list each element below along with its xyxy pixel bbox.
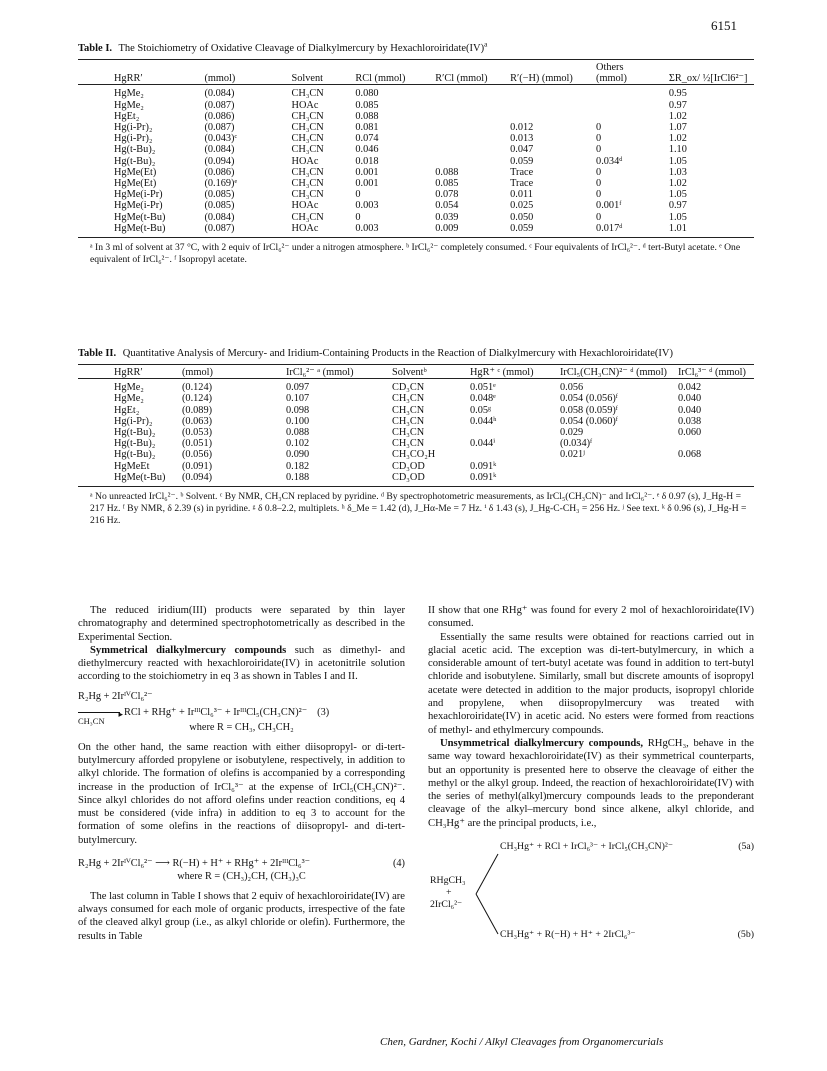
- table1-cell: 0.078: [435, 189, 459, 201]
- running-footer: Chen, Gardner, Kochi / Alkyl Cleavages from Organomercurials: [380, 1036, 664, 1048]
- table2-cell: 0.021ʲ: [560, 449, 585, 461]
- table1-cell: 1.05: [668, 155, 687, 167]
- table1-cell: 0.080: [355, 88, 379, 100]
- table1-cell: (0.085): [204, 189, 235, 201]
- table1-cell: 0: [355, 189, 361, 201]
- table2-row: [78, 382, 754, 393]
- table1-cell: HgMe₂: [114, 88, 144, 100]
- eq3-products-row: [78, 706, 405, 727]
- table1-cell: 0: [596, 189, 602, 201]
- table2-cell: [464, 449, 554, 460]
- table1-row: [78, 144, 754, 155]
- table-2-grid: [78, 367, 754, 483]
- table-2-header: Solventᵇ: [392, 367, 427, 378]
- table1-cell: [419, 100, 498, 111]
- table2-row: [78, 472, 754, 483]
- eq3-where: where R = CH₃, CH₃CH₂: [189, 722, 294, 734]
- table2-cell: [674, 472, 754, 483]
- table2-cell: (0.124): [182, 382, 213, 394]
- eq5b-number: (5b): [737, 929, 754, 941]
- equation-4: [78, 857, 405, 884]
- table2-cell: 0.188: [286, 471, 310, 483]
- table1-cell: [419, 156, 498, 167]
- table2-cell: 0.091ᵏ: [470, 471, 497, 483]
- table2-cell: CH₃CN: [392, 438, 425, 450]
- table-1-header: ΣR_ox/ ½[IrCl6²⁻]: [668, 73, 748, 85]
- eq3-products: RCl + RHg⁺ + IrᴵᴵᴵCl₆³⁻ + IrᴵᴵᴵCl₅(CH₃CN)²⁻: [124, 707, 308, 719]
- table1-cell: HgEt₂: [114, 110, 140, 122]
- eq5a-number: (5a): [738, 841, 754, 853]
- table-1-header: R′(−H) (mmol): [510, 73, 573, 85]
- table2-row: [78, 461, 754, 472]
- table1-row: [78, 88, 754, 99]
- table2-cell: 0.044ⁱ: [470, 438, 496, 450]
- table1-cell: [498, 88, 582, 99]
- table1-cell: (0.087): [204, 99, 235, 111]
- table1-cell: 0: [596, 211, 602, 223]
- table-2-header: (mmol): [182, 367, 213, 378]
- equation-5: [428, 840, 754, 958]
- table1-cell: 0.039: [435, 211, 459, 223]
- bold-run-in: Symmetrical dialkylmercury compounds: [90, 644, 287, 656]
- table2-cell: CH₃CN: [392, 404, 425, 416]
- eq5a-expression: CH₃Hg⁺ + RCl + IrCl₆³⁻ + IrCl₅(CH₃CN)²⁻: [500, 841, 674, 853]
- table1-row: [78, 212, 754, 223]
- table1-cell: 0.046: [355, 144, 379, 156]
- table-1-grid: [78, 62, 754, 234]
- table1-cell: 0.001: [355, 178, 379, 190]
- table1-cell: [582, 88, 653, 99]
- eq4-expression: R₂Hg + 2IrᴵⱽCl₆²⁻ ⟶ R(−H) + H⁺ + RHg⁺ + 2IrᴵᴵᴵCl₆³⁻: [78, 858, 311, 870]
- table1-cell: 0.97: [668, 200, 687, 212]
- table1-cell: 0.001: [355, 166, 379, 178]
- table1-cell: CH₃CN: [291, 211, 324, 223]
- paragraph: Essentially the same results were obtained for reactions carried out in glacial acetic acid. The exception was di-tert-butylmercury, in which a considerable amount of tert-butyl acetate was found in addition to tert-butyl chloride and isobutylene. Similarly, small but discrete amounts of isopropyl acetate were detected in addition to the major products, isopropyl chloride and propylene, when diisopropylmercury was treated with hexachloroiridate(IV) in acetic acid. No esters were formed from reactions of methyl- and ethylmercury compounds.: [428, 631, 754, 736]
- table2-cell: Hg(t-Bu)₂: [114, 449, 156, 461]
- table1-cell: 1.03: [668, 166, 687, 178]
- bold-run-in: Unsymmetrical dialkylmercury compounds,: [440, 737, 644, 749]
- table2-cell: CH₃CO₂H: [392, 449, 436, 461]
- table2-cell: 0.056: [560, 382, 584, 394]
- eq3-solvent: CH₃CN: [78, 716, 105, 727]
- table2-cell: (0.094): [182, 471, 213, 483]
- table1-cell: HgMe₂: [114, 99, 144, 111]
- paragraph: II show that one RHg⁺ was found for every 2 mol of hexachloroiridate(IV) consumed.: [428, 605, 754, 630]
- eq5-plus: +: [446, 887, 452, 899]
- table1-cell: HOAc: [291, 222, 319, 234]
- table2-cell: CH₃CN: [392, 427, 425, 439]
- table1-cell: 0.017ᵈ: [596, 222, 623, 234]
- paragraph: [78, 644, 405, 684]
- table2-cell: HgMeEt: [114, 460, 150, 472]
- table2-cell: (0.091): [182, 460, 213, 472]
- eq5-reactant-2: 2IrCl₆²⁻: [430, 899, 463, 911]
- paragraph-text: such as dimethyl- and diethylmercury reacted with hexachloroiridate(IV) in acetonitrile solution according to the stoichiometry in eq 3 as shown in Tables I and II.: [78, 644, 405, 683]
- table-1: [78, 39, 754, 266]
- table2-cell: HgMe(t-Bu): [114, 471, 166, 483]
- table-2-label: Table II.: [78, 348, 117, 359]
- table1-cell: 0.085: [355, 99, 379, 111]
- table1-cell: 0: [596, 122, 602, 134]
- table1-row: [78, 156, 754, 167]
- table1-row: [78, 189, 754, 200]
- table2-cell: 0.040: [678, 393, 702, 405]
- table2-cell: 0.107: [286, 393, 310, 405]
- table2-cell: (0.051): [182, 438, 213, 450]
- table1-cell: CH₃CN: [291, 110, 324, 122]
- table2-cell: CD₃OD: [392, 471, 425, 483]
- table-1-footnote: ᵃ In 3 ml of solvent at 37 °C, with 2 equiv of IrCl₆²⁻ under a nitrogen atmosphere. ᵇ IrCl₆²⁻ completely consumed. ᶜ Four equivalents of IrCl₆²⁻. ᵈ tert-Butyl acetate. ᵉ One equivalent of IrCl₆²⁻. ᶠ Isopropyl acetate.: [90, 242, 741, 266]
- table2-cell: CH₃CN: [392, 393, 425, 405]
- table1-cell: Hg(i-Pr)₂: [114, 122, 153, 134]
- table1-cell: [419, 111, 498, 122]
- table2-cell: 0.091ᵏ: [470, 460, 497, 472]
- table1-cell: 1.02: [668, 133, 687, 145]
- table1-cell: 0.088: [435, 166, 459, 178]
- table2-cell: 0.054 (0.056)ᶠ: [560, 393, 618, 405]
- page-number: 6151: [711, 18, 737, 33]
- table1-cell: 0: [596, 166, 602, 178]
- table2-cell: [554, 461, 674, 472]
- table1-cell: [498, 111, 582, 122]
- table1-cell: HgMe(Et): [114, 166, 157, 178]
- table1-cell: (0.094): [204, 155, 235, 167]
- table-1-header: Solvent: [291, 73, 323, 85]
- table1-cell: HgMe(i-Pr): [114, 189, 163, 201]
- table1-cell: 0.034ᵈ: [596, 155, 623, 167]
- table2-cell: 0.068: [678, 449, 702, 461]
- table1-cell: 0: [596, 178, 602, 190]
- table2-row: [78, 427, 754, 438]
- table1-cell: (0.087): [204, 122, 235, 134]
- table2-row: [78, 416, 754, 427]
- table1-cell: (0.085): [204, 200, 235, 212]
- table-1-header: RCl (mmol): [355, 73, 406, 85]
- table1-cell: 0.001ᶠ: [596, 200, 622, 212]
- table1-cell: 0.059: [510, 222, 534, 234]
- paragraph: [428, 737, 754, 830]
- paragraph: The last column in Table I shows that 2 equiv of hexachloroiridate(IV) are always consumed for each mole of organic products, irrespective of the fate of the cleaved alkyl group (i.e., as alkyl chloride or olefin). Furthermore, the results in Table: [78, 890, 406, 942]
- eq5-reactant-1: RHgCH₃: [430, 875, 466, 887]
- table1-cell: 0.003: [355, 222, 379, 234]
- eq4-number: (4): [392, 858, 405, 870]
- table1-cell: (0.043)ᶜ: [204, 133, 238, 145]
- table2-cell: 0.090: [286, 449, 310, 461]
- table1-cell: CH₃CN: [291, 178, 324, 190]
- table1-row: [78, 133, 754, 144]
- table1-cell: Trace: [510, 178, 534, 190]
- table1-cell: (0.084): [204, 211, 235, 223]
- eq4-row: [78, 857, 405, 870]
- table1-cell: 0: [355, 211, 361, 223]
- table-2-header: IrCl₆²⁻ ᵃ (mmol): [286, 367, 354, 378]
- branch-arrows-icon: [472, 848, 502, 940]
- table1-cell: 1.05: [668, 189, 687, 201]
- table1-cell: 0.081: [355, 122, 379, 134]
- table2-cell: 0.097: [286, 382, 310, 394]
- table2-cell: 0.029: [560, 427, 584, 439]
- table2-cell: (0.089): [182, 404, 213, 416]
- table-1-header: R′Cl (mmol): [435, 73, 488, 85]
- table1-cell: 0.97: [668, 99, 687, 111]
- table2-cell: [674, 438, 754, 449]
- table1-cell: HgMe(t-Bu): [114, 222, 166, 234]
- table-1-label: Table I.: [78, 43, 113, 54]
- table1-cell: (0.087): [204, 222, 235, 234]
- table2-cell: (0.034)ᶠ: [560, 438, 593, 450]
- table-2-header: IrCl₆³⁻ ᵈ (mmol): [678, 367, 746, 378]
- eq5b-expression: CH₃Hg⁺ + R(−H) + H⁺ + 2IrCl₆³⁻: [500, 929, 636, 941]
- table2-cell: 0.098: [286, 404, 310, 416]
- table-2-title: Quantitative Analysis of Mercury- and Iridium-Containing Products in the Reaction of Dialkylmercury with Hexachloroiridate(IV): [122, 348, 673, 359]
- table2-cell: HgEt₂: [114, 404, 140, 416]
- table1-row: [78, 223, 754, 234]
- table1-cell: 0.047: [510, 144, 534, 156]
- table-1-title-mark: a: [484, 39, 488, 49]
- table1-cell: Trace: [510, 166, 534, 178]
- eq4-where: where R = (CH₃)₂CH, (CH₃)₃C: [177, 871, 306, 883]
- table2-cell: 0.088: [286, 427, 310, 439]
- table2-cell: CD₃OD: [392, 460, 425, 472]
- table1-cell: CH₃CN: [291, 133, 324, 145]
- table1-cell: [582, 100, 653, 111]
- table1-cell: HOAc: [291, 155, 319, 167]
- table1-cell: 1.10: [668, 144, 687, 156]
- table2-row: [78, 393, 754, 404]
- table-1-caption: [78, 39, 754, 55]
- table1-cell: (0.086): [204, 110, 235, 122]
- table2-cell: 0.182: [286, 460, 310, 472]
- table1-cell: 1.01: [668, 222, 687, 234]
- table1-cell: 0.088: [355, 110, 379, 122]
- table1-cell: 0.013: [510, 133, 534, 145]
- table1-cell: 0.018: [355, 155, 379, 167]
- table1-cell: HOAc: [291, 200, 319, 212]
- table-2-header: HgR⁺ ᶜ (mmol): [470, 367, 534, 378]
- table1-cell: 0.054: [435, 200, 459, 212]
- equation-3: [78, 690, 405, 735]
- table2-cell: (0.056): [182, 449, 213, 461]
- table1-cell: 0.012: [510, 122, 534, 134]
- table-2-footnote: ᵃ No unreacted IrCl₆²⁻. ᵇ Solvent. ᶜ By NMR, CH₃CN replaced by pyridine. ᵈ By spectrophotometric measurements, as IrCl₅(CH₃CN)⁻ and IrCl₆²⁻. ᵉ δ 0.97 (s), J_Hg-H = 217 Hz. ᶠ By NMR, δ 2.39 (s) in pyridine. ᵍ δ 0.8–2.2, multiplets. ʰ δ_Me = 1.42 (d), J_Hα-Me = 7 Hz. ⁱ δ 1.43 (s), J_Hg-C-CH₃ = 256 Hz. ʲ See text. ᵏ δ 0.96 (s), J_Hg-H = 216 Hz.: [90, 491, 747, 527]
- table2-cell: 0.040: [678, 404, 702, 416]
- table2-cell: [554, 472, 674, 483]
- table2-row: [78, 449, 754, 460]
- table1-cell: [419, 122, 498, 133]
- table1-cell: HgMe(t-Bu): [114, 211, 166, 223]
- table2-cell: (0.063): [182, 415, 213, 427]
- table1-cell: HgMe(i-Pr): [114, 200, 163, 212]
- table2-cell: 0.054 (0.060)ᶠ: [560, 415, 618, 427]
- table1-row: [78, 111, 754, 122]
- table1-cell: HgMe(Et): [114, 178, 157, 190]
- eq3-number: (3): [317, 707, 330, 719]
- table1-cell: HOAc: [291, 99, 319, 111]
- table2-cell: HgMe₂: [114, 393, 144, 405]
- table2-cell: Hg(t-Bu)₂: [114, 427, 156, 439]
- table1-row: [78, 178, 754, 189]
- table-1-header: Others (mmol): [596, 62, 627, 85]
- table1-cell: [419, 133, 498, 144]
- paragraph-text: RHgCH₃, behave in the same way toward hexachloroiridate(IV) as their symmetrical counterparts, but an opportunity is presented here to observe the cleavage of either the methyl or the alkyl group. Indeed, the reaction of hexachloroiridate(IV) with the series of methyl(alkyl)mercury compounds leads to the preponderant cleavage of the alkyl–mercury bond since alkene, alkyl chloride, and CH₃Hg⁺ are the principal products, i.e.,: [428, 737, 754, 829]
- table2-cell: 0.042: [678, 382, 702, 394]
- table1-cell: 0: [596, 133, 602, 145]
- table1-cell: Hg(t-Bu)₂: [114, 155, 156, 167]
- table2-cell: CD₃CN: [392, 382, 425, 394]
- table2-cell: [464, 427, 554, 438]
- table1-cell: 0.025: [510, 200, 534, 212]
- table1-cell: 0.050: [510, 211, 534, 223]
- table2-cell: (0.124): [182, 393, 213, 405]
- table1-cell: [419, 144, 498, 155]
- table1-cell: (0.169)ᵉ: [204, 178, 238, 190]
- table1-row: [78, 167, 754, 178]
- table2-cell: [674, 461, 754, 472]
- table-1-header: HgRR′: [114, 73, 143, 85]
- table-1-title: The Stoichiometry of Oxidative Cleavage of Dialkylmercury by Hexachloroiridate(IV): [118, 43, 485, 54]
- table1-cell: 0: [596, 144, 602, 156]
- table2-cell: Hg(t-Bu)₂: [114, 438, 156, 450]
- table2-cell: 0.044ʰ: [470, 415, 497, 427]
- table-2-caption: [78, 347, 754, 360]
- table1-row: [78, 100, 754, 111]
- table1-cell: 0.011: [510, 189, 533, 201]
- table-1-header-row: [78, 62, 754, 85]
- table1-cell: [498, 100, 582, 111]
- table1-cell: 0.95: [668, 88, 687, 100]
- table-1-header: (mmol): [204, 73, 236, 85]
- table1-cell: CH₃CN: [291, 122, 324, 134]
- table1-cell: CH₃CN: [291, 88, 324, 100]
- paragraph: The reduced iridium(III) products were separated by thin layer chromatography and determined spectrophotometrically as described in the Experimental Section.: [78, 605, 405, 643]
- table1-cell: (0.086): [204, 166, 235, 178]
- table2-cell: 0.058 (0.059)ᶠ: [560, 404, 618, 416]
- table1-cell: (0.084): [204, 144, 235, 156]
- table-2-header: HgRR′: [114, 367, 143, 378]
- right-column: [428, 604, 754, 958]
- table2-cell: (0.053): [182, 427, 213, 439]
- table1-cell: Hg(t-Bu)₂: [114, 144, 156, 156]
- table2-cell: 0.060: [678, 427, 702, 439]
- table1-row: [78, 200, 754, 211]
- table-2: [78, 347, 754, 527]
- table1-row: [78, 122, 754, 133]
- table1-cell: 1.02: [668, 178, 687, 190]
- left-column: [78, 604, 405, 943]
- eq3-reactants: R₂Hg + 2IrᴵⱽCl₆²⁻: [78, 690, 153, 702]
- eq3-arrow: ▸ CH₃CN: [78, 712, 120, 713]
- table2-cell: Hg(i-Pr)₂: [114, 415, 153, 427]
- table1-cell: CH₃CN: [291, 166, 324, 178]
- table-2-header-row: [78, 367, 754, 379]
- table2-row: [78, 405, 754, 416]
- table1-cell: 0.074: [355, 133, 379, 145]
- table1-cell: 0.009: [435, 222, 459, 234]
- table1-cell: 1.05: [668, 211, 687, 223]
- table1-cell: 1.02: [668, 110, 687, 122]
- table2-cell: 0.051ᵉ: [470, 382, 496, 394]
- table1-cell: [419, 88, 498, 99]
- table2-cell: CH₃CN: [392, 415, 425, 427]
- table1-cell: [582, 111, 653, 122]
- table2-cell: 0.05ᵍ: [470, 404, 492, 416]
- table2-cell: 0.102: [286, 438, 310, 450]
- table1-cell: 0.085: [435, 178, 459, 190]
- table2-cell: HgMe₂: [114, 382, 144, 394]
- table1-cell: Hg(i-Pr)₂: [114, 133, 153, 145]
- table1-cell: 0.003: [355, 200, 379, 212]
- table2-cell: 0.038: [678, 415, 702, 427]
- table1-cell: CH₃CN: [291, 144, 324, 156]
- table2-cell: 0.100: [286, 415, 310, 427]
- table1-cell: 0.059: [510, 155, 534, 167]
- table1-cell: CH₃CN: [291, 189, 324, 201]
- table2-row: [78, 438, 754, 449]
- table-2-header: IrCl₅(CH₃CN)²⁻ ᵈ (mmol): [560, 367, 667, 378]
- table2-cell: 0.048ᵉ: [470, 393, 496, 405]
- table1-cell: (0.084): [204, 88, 235, 100]
- table1-cell: 1.07: [668, 122, 687, 134]
- paragraph: On the other hand, the same reaction with either diisopropyl- or di-tert-butylmercury afforded propylene or isobutylene, respectively, in addition to alkyl chloride. The formation of olefins is accompanied by a corresponding increase in the production of IrCl₆³⁻ at the expense of IrCl₅(CH₃CN)²⁻. Since alkyl chlorides do not afford olefins under reaction conditions, eq 4 must be considered (vide infra) in addition to eq 3 to account for the formation of some olefins in the reactions of diisopropyl- and di-tert-butylmercury.: [78, 741, 405, 846]
